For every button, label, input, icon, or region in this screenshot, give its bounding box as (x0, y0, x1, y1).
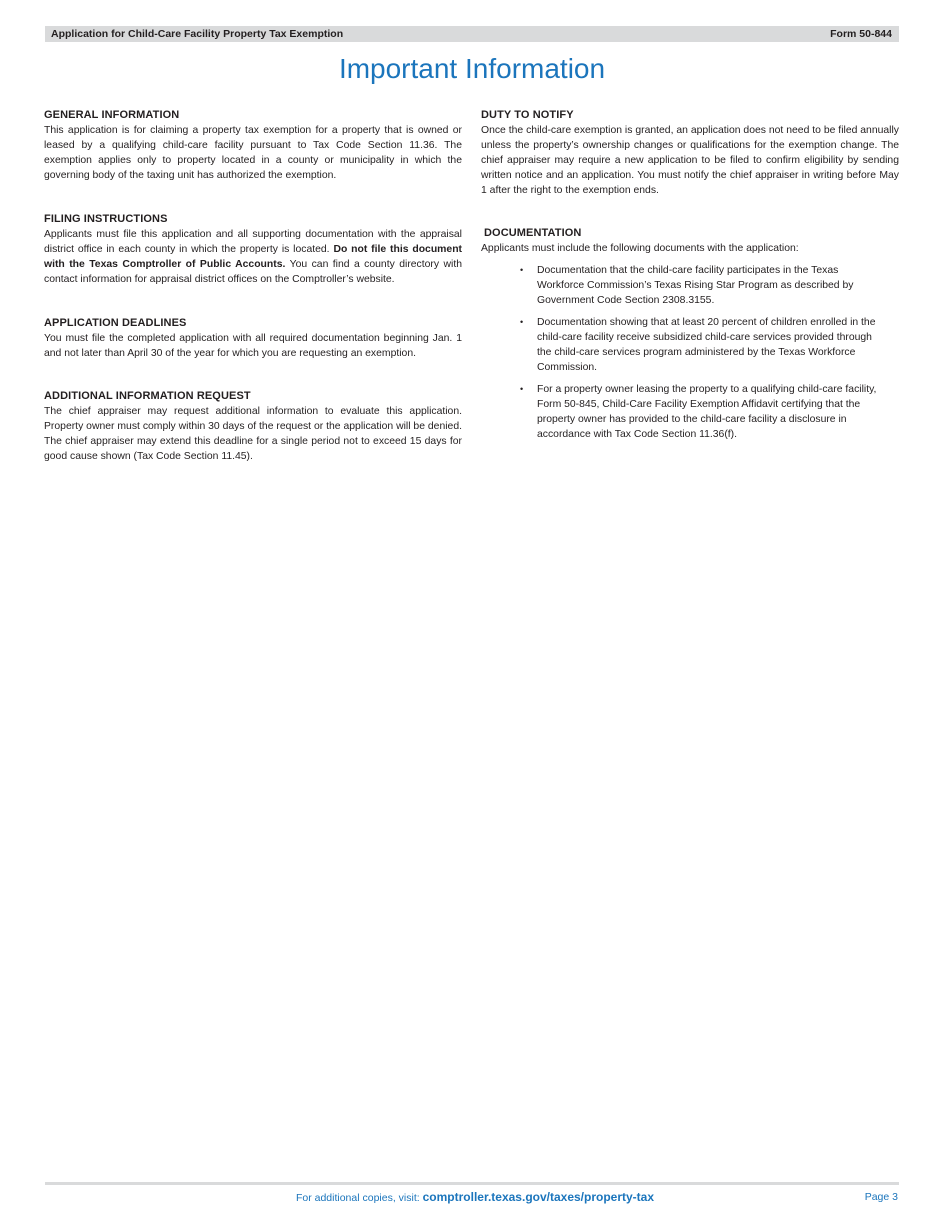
list-item-text: Documentation showing that at least 20 percent of children enrolled in the child-care facility receive subsidized child-care services provided through the child-care services program administered by the Texas Workforce Commission. (537, 317, 876, 373)
left-column (44, 108, 462, 464)
footer-visit-label: For additional copies, visit: (295, 1192, 423, 1204)
bullet-icon: • (520, 317, 524, 327)
footer-url-link[interactable]: comptroller.texas.gov/taxes/property-tax (422, 1190, 655, 1204)
list-item-text: For a property owner leasing the property to a qualifying child-care facility, Form 50-845, Child-Care Facility Exemption Affidavit certifying that the property owner has provided to the child-care facility a disclosure in accordance with Tax Code Section 11.36(f). (537, 384, 877, 440)
section-body: Once the child-care exemption is granted, an application does not need to be filed annually unless the property’s ownership changes or qualifications for the exemption change. The chief appraiser may require a new application to be filed to confirm eligibility by sending written notice and an application. You must notify the chief appraiser in writing before May 1 after the right to the exemption ends. (481, 125, 899, 196)
bullet-icon: • (520, 265, 524, 275)
section-application-deadlines (44, 316, 462, 361)
footer-visit-line (0, 1190, 950, 1205)
page-title: Important Information (338, 53, 606, 84)
section-body: The chief appraiser may request additional information to evaluate this application. Property owner must comply within 30 days of the request or the application will be denied. The chief appraiser may extend this deadline for a single period not to exceed 15 days for good cause shown (Tax Code Section 11.45). (44, 406, 462, 462)
page-number: Page 3 (864, 1191, 898, 1203)
section-heading: ADDITIONAL INFORMATION REQUEST (44, 390, 251, 402)
list-item (520, 315, 883, 375)
section-body: This application is for claiming a property tax exemption for a property that is owned or leased by a qualifying child-care facility pursuant to Tax Code Section 11.36. The exemption applies only to property located in a county or municipality in which the governing body of the taxing unit has authorized the exemption. (44, 125, 462, 181)
section-heading: DOCUMENTATION (484, 227, 582, 239)
body-text: You can find a county directory with contact information for appraisal district offices on the Comptroller’s website. (44, 259, 462, 285)
section-heading: DUTY TO NOTIFY (481, 109, 574, 121)
right-column (481, 108, 899, 449)
section-intro: Applicants must include the following documents with the application: (481, 243, 799, 254)
footer-divider (45, 1182, 899, 1185)
body-bold-warning: Do not file this document with the Texas Comptroller of Public Accounts. (44, 244, 462, 270)
section-duty-to-notify (481, 108, 899, 198)
form-title: Application for Child-Care Facility Property Tax Exemption (51, 28, 344, 40)
form-header-bar (45, 26, 899, 42)
section-heading: FILING INSTRUCTIONS (44, 213, 168, 225)
bullet-icon: • (520, 384, 524, 394)
list-item (520, 263, 883, 308)
list-item-text: Documentation that the child-care facility participates in the Texas Workforce Commission’s Texas Rising Star Program as described by Government Code Section 2308.3155. (537, 265, 854, 306)
list-item (520, 382, 883, 442)
section-body: You must file the completed application with all required documentation beginning Jan. 1 and not later than April 30 of the year for which you are requesting an exemption. (44, 333, 462, 359)
section-body (44, 227, 462, 287)
section-heading: GENERAL INFORMATION (44, 109, 180, 121)
documentation-list (481, 263, 883, 442)
section-general-information (44, 108, 462, 183)
section-additional-information-request (44, 389, 462, 464)
section-filing-instructions (44, 212, 462, 287)
section-documentation (481, 226, 899, 442)
section-heading: APPLICATION DEADLINES (44, 317, 187, 329)
form-number: Form 50-844 (830, 28, 892, 40)
body-text: Applicants must file this application and all supporting documentation with the appraisal district office in each county in which the property is located. (44, 229, 462, 255)
